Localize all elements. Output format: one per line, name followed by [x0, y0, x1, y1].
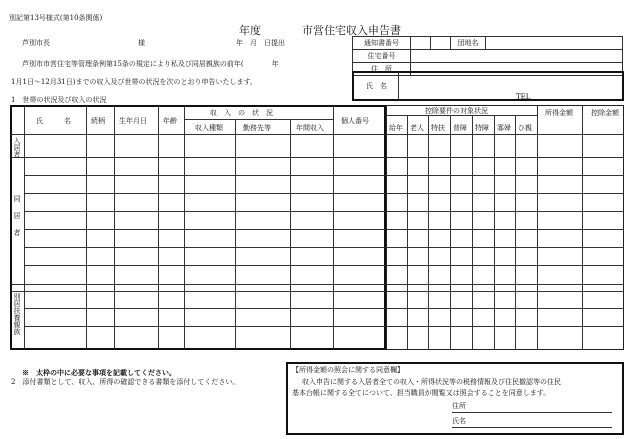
- addressee: 芦別市長: [22, 39, 50, 47]
- honorific: 様: [138, 39, 145, 47]
- col-deduct-5: 寡婦: [497, 124, 511, 132]
- fiscal-year-label: 年度: [239, 24, 261, 37]
- consent-line-1: 収入申告に関する入居者全ての収入・所得状況等の税務情報及び住民撤認等の住民: [302, 378, 561, 386]
- col-age: 年齢: [163, 117, 177, 125]
- deduction-header: 控除要件の対象状況: [425, 107, 488, 115]
- col-deduct-2: 特扶: [431, 124, 445, 132]
- section-1-heading: 1 世帯の状況及び収入の状況: [11, 96, 107, 104]
- col-relation: 続柄: [91, 117, 105, 125]
- col-income-type: 収入種類: [195, 124, 223, 132]
- deduction-table: [386, 105, 624, 350]
- col-workplace: 勤務先等: [243, 124, 271, 132]
- col-deduct-3: 普障: [453, 124, 467, 132]
- consent-address-label: 住所: [452, 402, 466, 410]
- consent-name-label: 氏名: [452, 417, 466, 425]
- consent-line-2: 基本台帳に関する全てについて、担当職員が閲覧又は照会することを同意します。: [292, 389, 551, 397]
- row-cohabitant-label: 同居者: [13, 195, 21, 246]
- col-taxable-income: 所得金額: [545, 109, 573, 117]
- row-dependent-label: 別居扶養親族: [13, 293, 21, 335]
- tel-label: TEL: [516, 93, 531, 101]
- notice-number-cell-2[interactable]: [431, 37, 451, 50]
- address-label: 住 所: [353, 63, 411, 76]
- col-birthdate: 生年月日: [119, 117, 147, 125]
- household-income-table: [10, 105, 386, 350]
- col-deduct-4: 特障: [475, 124, 489, 132]
- note-1: ※ 太枠の中に必要な事項を記載してください。: [22, 368, 176, 377]
- housing-info-table: [352, 36, 623, 76]
- submission-date-label: 年 月 日提出: [236, 39, 285, 47]
- consent-address-line[interactable]: [452, 412, 612, 413]
- notice-number-label: 通知書番号: [353, 37, 411, 50]
- col-deduct-1: 老人: [410, 124, 424, 132]
- applicant-name-box: [352, 71, 624, 101]
- note-2: 2 添付書類として、収入、所得の確認できる書類を添付してください。: [11, 378, 240, 386]
- row-resident-label: 入居者: [13, 137, 21, 158]
- consent-title: 【所得金額の照会に関する同意欄】: [292, 366, 404, 374]
- col-income-status: 収 入 の 状 況: [210, 109, 273, 117]
- consent-name-line[interactable]: [452, 427, 612, 428]
- page-title: 市営住宅収入申告書: [302, 24, 401, 37]
- col-name: 氏 名: [36, 117, 71, 125]
- col-deduct-6: ひ親: [518, 124, 532, 132]
- intro-line-1: 芦別市市営住宅等管理条例第15条の規定により私及び同居親族の前年( 年: [22, 60, 279, 68]
- complex-label: 団地名: [451, 37, 486, 50]
- complex-field[interactable]: [486, 37, 623, 50]
- col-personal-number: 個人番号: [341, 117, 369, 125]
- housing-number-label: 住宅番号: [353, 50, 411, 63]
- housing-number-field[interactable]: [411, 50, 623, 63]
- col-deduct-0: 給年: [389, 124, 403, 132]
- intro-line-2: 1月1日～12月31日)までの収入及び世帯の状況を次のとおり申告いたします。: [11, 78, 257, 86]
- name-label: 氏 名: [366, 82, 387, 90]
- notice-number-cell-1[interactable]: [411, 37, 431, 50]
- col-annual-income: 年間収入: [296, 124, 324, 132]
- form-number: 別記第13号様式(第10条関係): [9, 14, 103, 22]
- col-deduction-amount: 控除金額: [591, 109, 619, 117]
